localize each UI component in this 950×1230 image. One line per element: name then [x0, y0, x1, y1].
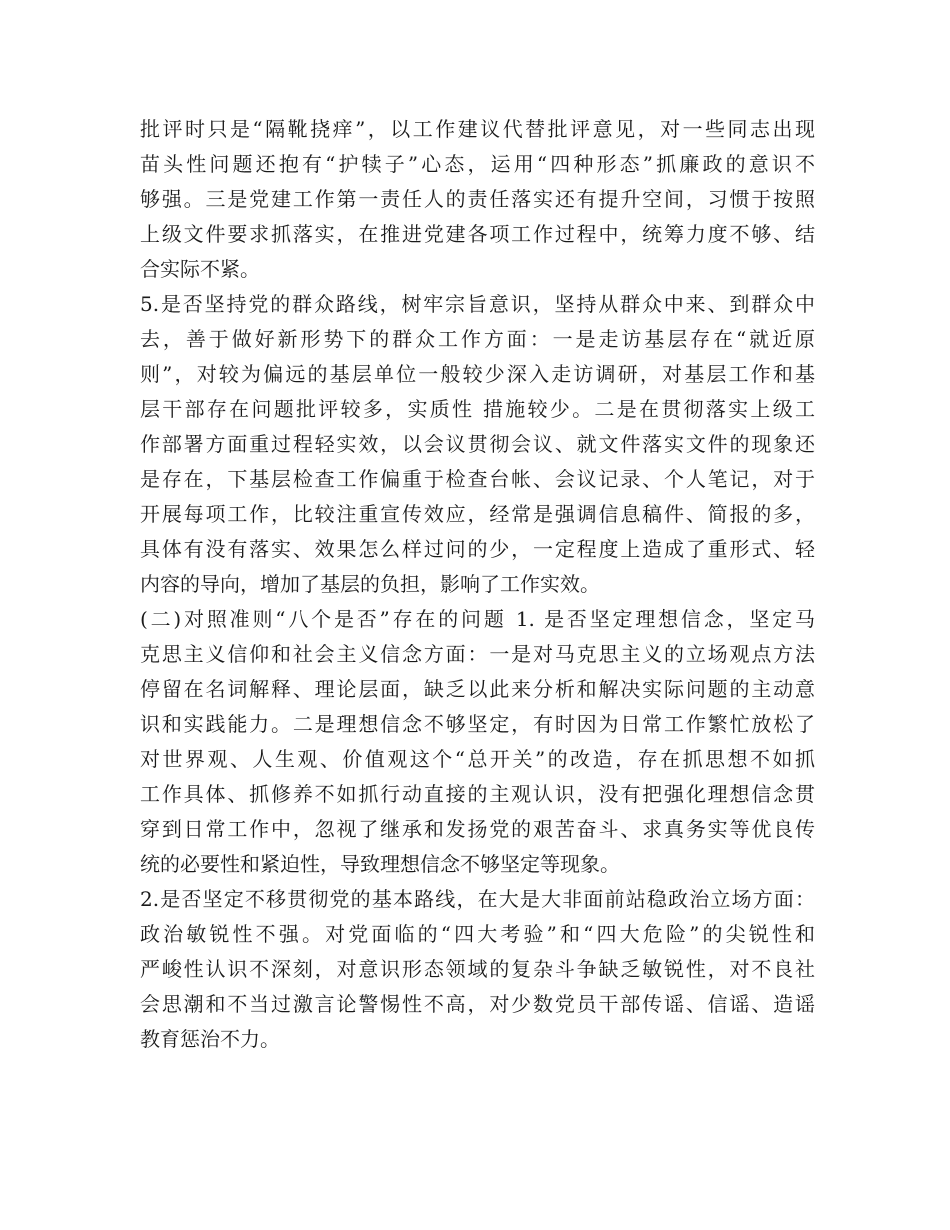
text-line: 政治敏锐性不强。对党面临的“四大考验”和“四大危险”的尖锐性和 [140, 922, 815, 946]
text-line: 停留在名词解释、理论层面，缺乏以此来分析和解决实际问题的主动意 [140, 677, 815, 701]
text-line: 会思潮和不当过激言论警惕性不高，对少数党员干部传谣、信谣、造谣 [140, 992, 815, 1016]
text-line: 严峻性认识不深刻，对意识形态领域的复杂斗争缺乏敏锐性，对不良社 [140, 957, 815, 981]
text-line: 内容的导向，增加了基层的负担，影响了工作实效。 [140, 572, 600, 596]
body-text [140, 112, 815, 1057]
text-line: 批评时只是“隔靴挠痒”，以工作建议代替批评意见，对一些同志出现 [140, 117, 815, 141]
text-line: 上级文件要求抓落实，在推进党建各项工作过程中，统筹力度不够、结 [140, 222, 815, 246]
text-line: 对世界观、人生观、价值观这个“总开关”的改造，存在抓思想不如抓 [140, 747, 815, 771]
text-line: 层干部存在问题批评较多，实质性 措施较少。二是在贯彻落实上级工 [140, 397, 815, 421]
text-line: 5.是否坚持党的群众路线，树牢宗旨意识，坚持从群众中来、到群众中 [140, 292, 815, 316]
text-line: 开展每项工作，比较注重宣传效应，经常是强调信息稿件、简报的多， [140, 502, 815, 526]
text-line: 具体有没有落实、效果怎么样过问的少，一定程度上造成了重形式、轻 [140, 537, 815, 561]
text-line: 够强。三是党建工作第一责任人的责任落实还有提升空间，习惯于按照 [140, 187, 815, 211]
text-line: 合实际不紧。 [140, 257, 260, 281]
text-line: 苗头性问题还抱有“护犊子”心态，运用“四种形态”抓廉政的意识不 [140, 152, 815, 176]
text-line: 教育惩治不力。 [140, 1027, 280, 1051]
text-line: 统的必要性和紧迫性，导致理想信念不够坚定等现象。 [140, 852, 620, 876]
text-line: 克思主义信仰和社会主义信念方面：一是对马克思主义的立场观点方法 [140, 642, 815, 666]
text-line: 识和实践能力。二是理想信念不够坚定，有时因为日常工作繁忙放松了 [140, 712, 815, 736]
text-line: 工作具体、抓修养不如抓行动直接的主观认识，没有把强化理想信念贯 [140, 782, 815, 806]
text-line: (二)对照准则“八个是否”存在的问题 1. 是否坚定理想信念，坚定马 [140, 607, 815, 631]
text-line: 作部署方面重过程轻实效，以会议贯彻会议、就文件落实文件的现象还 [140, 432, 815, 456]
text-line: 穿到日常工作中，忽视了继承和发扬党的艰苦奋斗、求真务实等优良传 [140, 817, 815, 841]
text-line: 是存在，下基层检查工作偏重于检查台帐、会议记录、个人笔记，对于 [140, 467, 815, 491]
text-line: 2.是否坚定不移贯彻党的基本路线，在大是大非面前站稳政治立场方面： [140, 887, 815, 911]
text-line: 去，善于做好新形势下的群众工作方面：一是走访基层存在“就近原 [140, 327, 815, 351]
text-line: 则”，对较为偏远的基层单位一般较少深入走访调研，对基层工作和基 [140, 362, 815, 386]
